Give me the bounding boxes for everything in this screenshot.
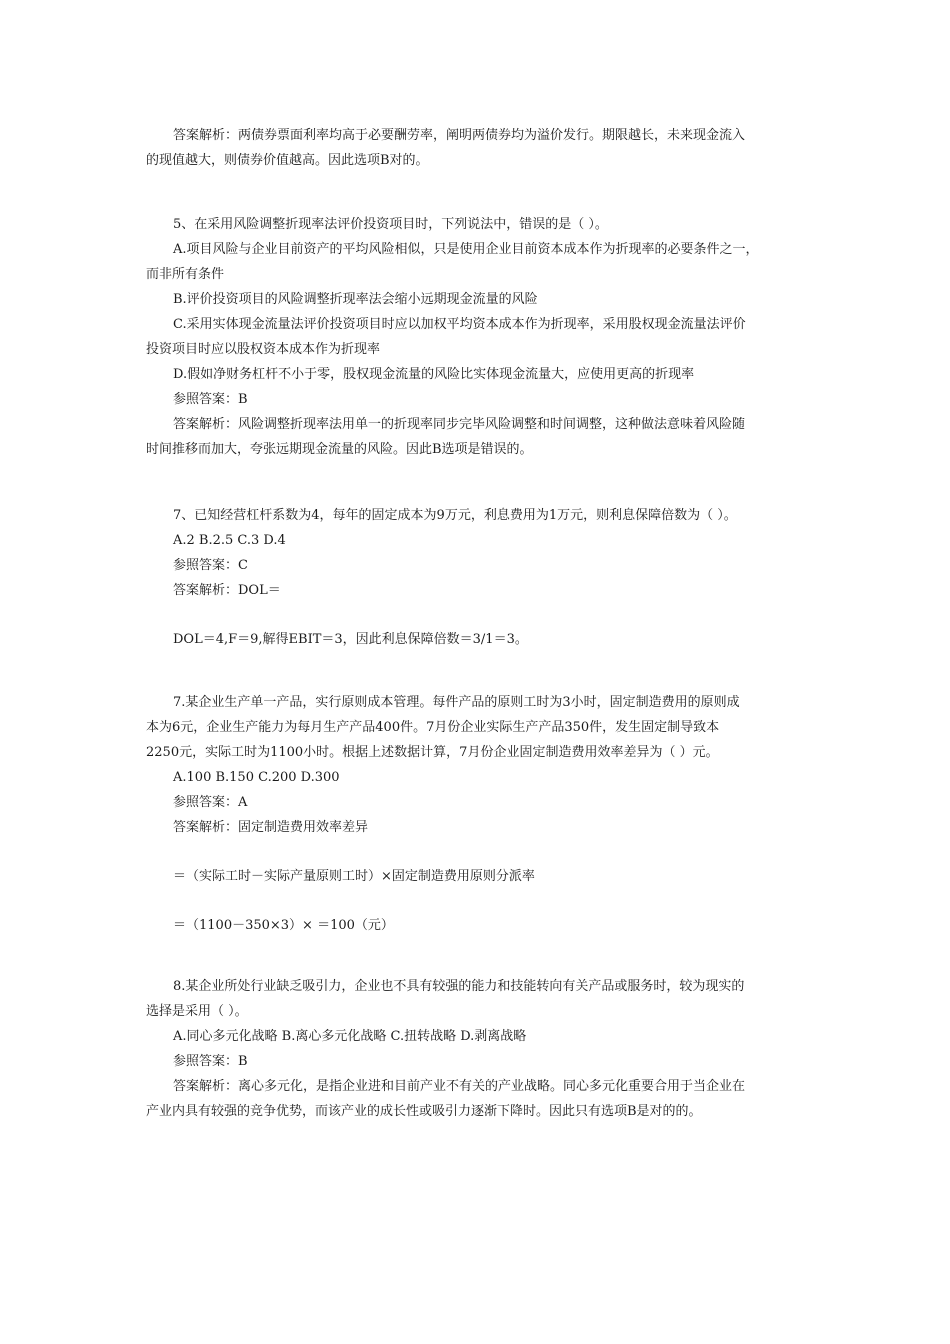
analysis-text: 答案解析：DOL＝ [173,583,281,598]
analysis-text: 答案解析：固定制造费用效率差异 [173,820,369,835]
question-stem-continued: 选择是采用（ ）。 [146,1004,248,1019]
option-a-continued: 而非所有条件 [146,267,225,282]
question-stem: 7.某企业生产单一产品，实行原则成本管理。每件产品的原则工时为3小时，固定制造费用的原则成 [173,695,740,710]
options: A.同心多元化战略 B.离心多元化战略 C.扭转战略 D.剥离战略 [173,1029,527,1044]
question-7-cost [146,690,814,938]
analysis-formula: ＝（1100－350×3）× ＝100（元） [173,918,394,933]
analysis-text: 答案解析：离心多元化，是指企业进和目前产业不有关的产业战略。同心多元化重要合用于当企业在 [173,1079,746,1094]
analysis-text: 答案解析：风险调整折现率法用单一的折现率同步完毕风险调整和时间调整，这种做法意味着风险随 [173,417,746,432]
analysis-text: 时间推移而加大，夸张远期现金流量的风险。因此B选项是错误的。 [146,442,533,457]
question-5 [146,212,814,462]
analysis-text: 产业内具有较强的竞争优势，而该产业的成长性或吸引力逐渐下降时。因此只有选项B是对的的。 [146,1104,702,1119]
question-4-analysis [146,123,814,173]
analysis-formula: ＝（实际工时－实际产量原则工时）×固定制造费用原则分派率 [173,869,535,884]
option-c: C.采用实体现金流量法评价投资项目时应以加权平均资本成本作为折现率，采用股权现金流量法评价 [173,317,746,332]
analysis-text: 的现值越大，则债券价值越高。因此选项B对的。 [146,153,429,168]
option-b: B.评价投资项目的风险调整折现率法会缩小远期现金流量的风险 [173,292,538,307]
option-c-continued: 投资项目时应以股权资本成本作为折现率 [146,342,381,357]
question-stem-continued: 2250元，实际工时为1100小时。根据上述数据计算，7月份企业固定制造费用效率差异为（ ）元。 [146,745,719,760]
question-7-leverage [146,503,814,652]
question-stem: 5、在采用风险调整折现率法评价投资项目时，下列说法中，错误的是（ ）。 [173,217,608,232]
reference-answer: 参照答案：B [173,1054,248,1069]
analysis-text: 答案解析：两债券票面利率均高于必要酬劳率，阐明两债券均为溢价发行。期限越长，未来现金流入 [173,128,746,143]
question-8 [146,974,814,1124]
options: A.2 B.2.5 C.3 D.4 [173,533,286,548]
option-d: D.假如净财务杠杆不小于零，股权现金流量的风险比实体现金流量大，应使用更高的折现率 [173,367,695,382]
option-a: A.项目风险与企业目前资产的平均风险相似，只是使用企业目前资本成本作为折现率的必要条件之一， [173,242,759,257]
question-stem-continued: 本为6元，企业生产能力为每月生产产品400件。7月份企业实际生产产品350件，发生固定制导致本 [146,720,720,735]
question-stem: 8.某企业所处行业缺乏吸引力，企业也不具有较强的能力和技能转向有关产品或服务时，较为现实的 [173,979,745,994]
reference-answer: 参照答案：B [173,392,248,407]
analysis-formula: DOL＝4,F＝9,解得EBIT＝3，因此利息保障倍数＝3/1＝3。 [173,632,528,647]
reference-answer: 参照答案：A [173,795,248,810]
document-page [146,123,814,1124]
options: A.100 B.150 C.200 D.300 [173,770,340,785]
question-stem: 7、已知经营杠杆系数为4，每年的固定成本为9万元，利息费用为1万元，则利息保障倍数为（ ）。 [173,508,737,523]
reference-answer: 参照答案：C [173,558,248,573]
